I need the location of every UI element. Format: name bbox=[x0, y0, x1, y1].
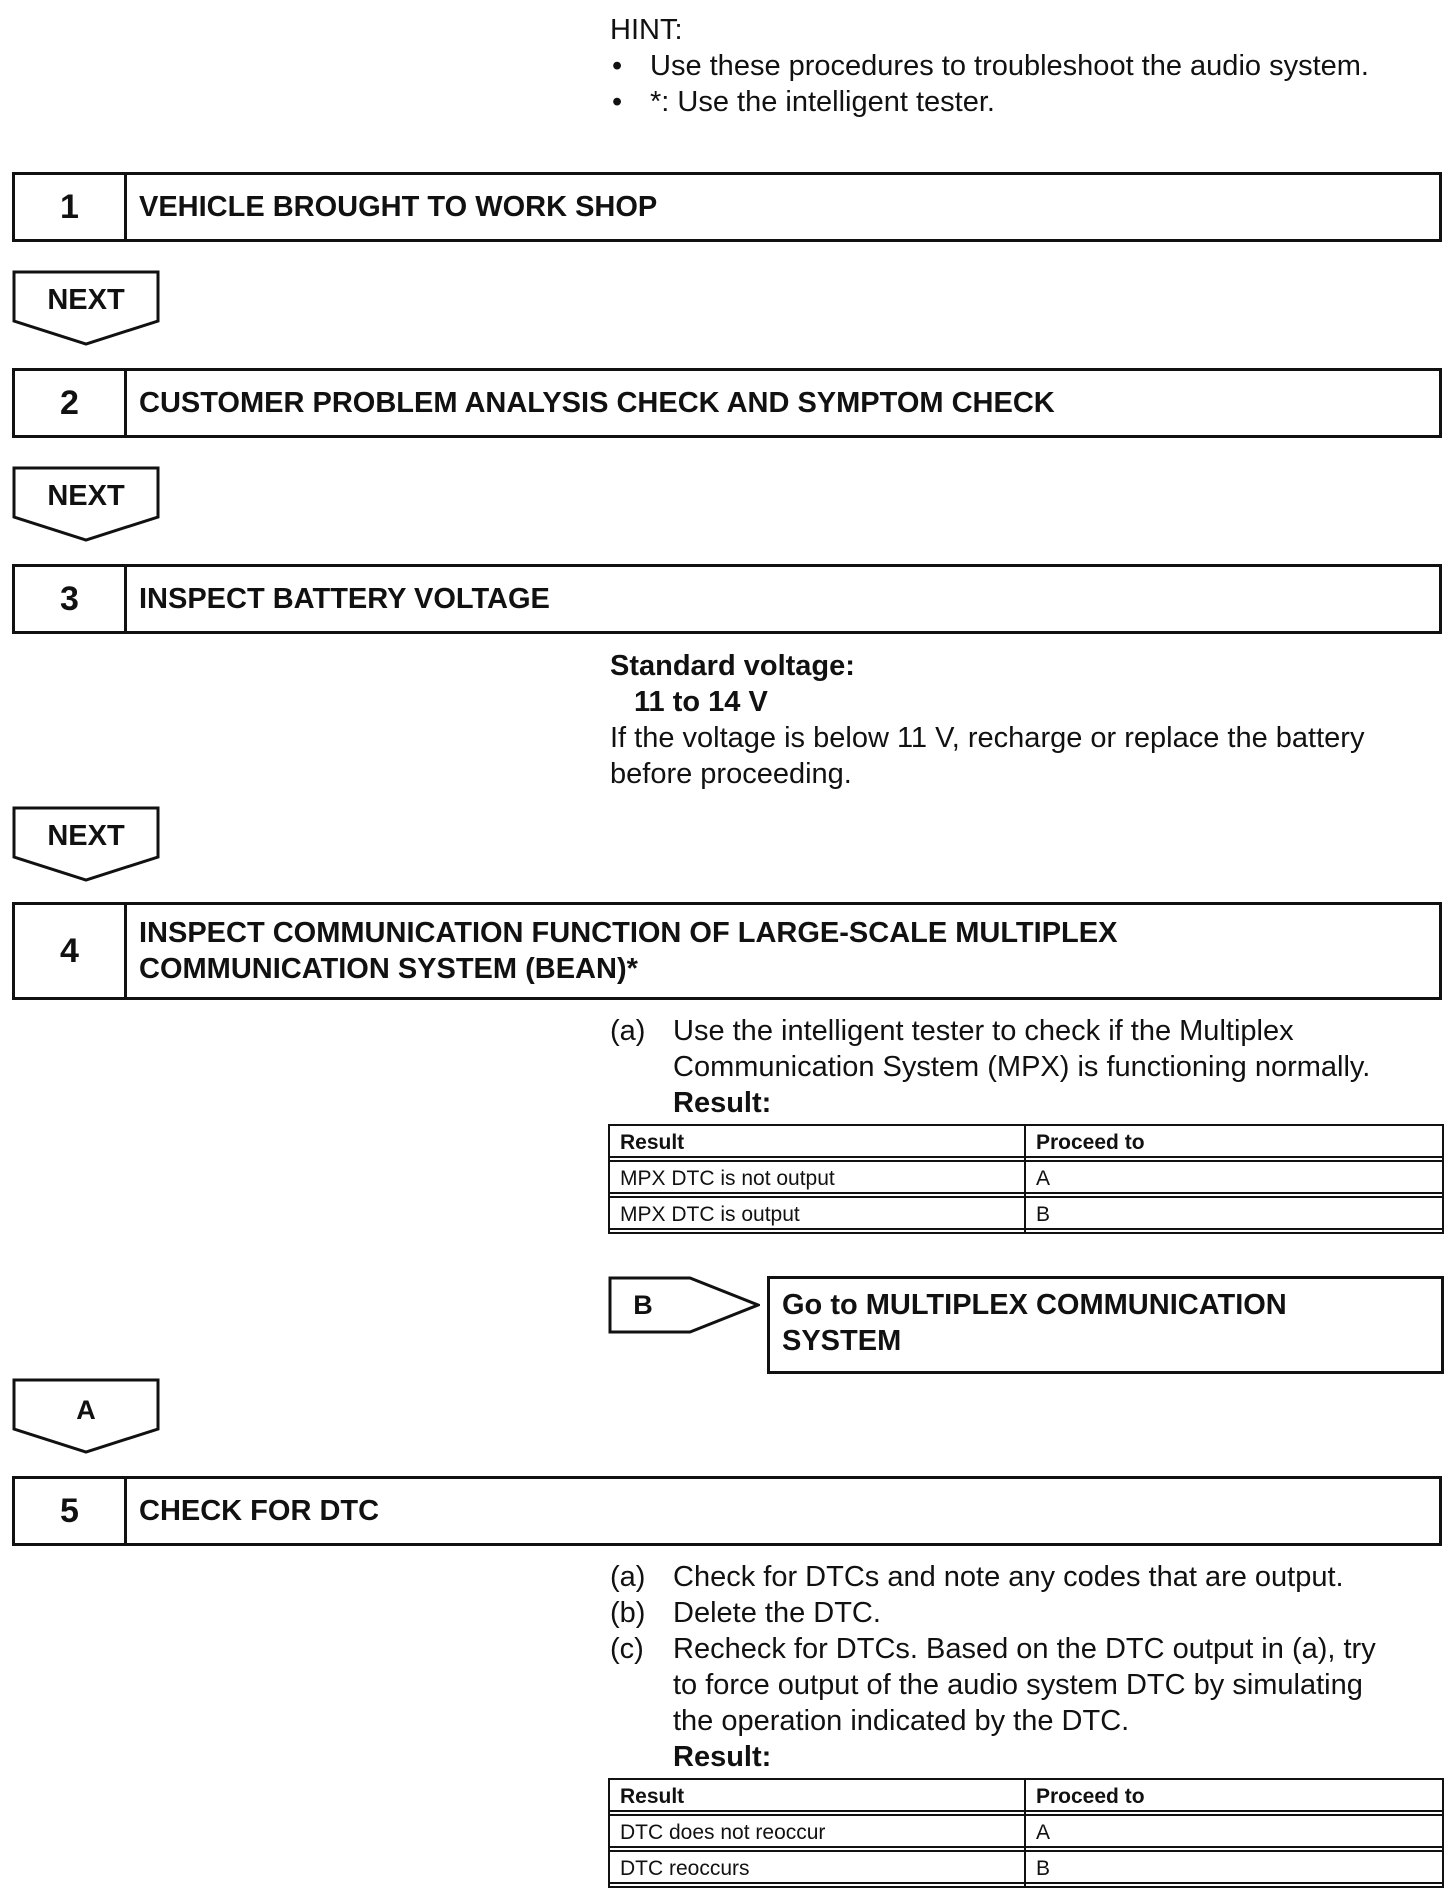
step-number: 5 bbox=[15, 1479, 127, 1543]
branch-a-label: A bbox=[76, 1395, 96, 1425]
column-header: Result bbox=[609, 1125, 1025, 1161]
table-cell: MPX DTC is output bbox=[609, 1197, 1025, 1233]
result-table bbox=[608, 1778, 1444, 1888]
step-5-header bbox=[12, 1476, 1442, 1546]
table-header-row bbox=[609, 1125, 1443, 1161]
table-row bbox=[609, 1815, 1443, 1851]
step-title: VEHICLE BROUGHT TO WORK SHOP bbox=[139, 191, 658, 223]
column-header: Proceed to bbox=[1025, 1125, 1443, 1161]
step-number: 2 bbox=[15, 371, 127, 435]
step-4-header bbox=[12, 902, 1442, 1000]
table-cell: A bbox=[1025, 1815, 1443, 1851]
step-title: CUSTOMER PROBLEM ANALYSIS CHECK AND SYMPTOM CHECK bbox=[139, 387, 1055, 419]
standard-voltage-value: 11 to 14 V bbox=[634, 686, 768, 718]
voltage-note: before proceeding. bbox=[610, 758, 852, 790]
column-header: Result bbox=[609, 1779, 1025, 1815]
table-cell: DTC reoccurs bbox=[609, 1851, 1025, 1887]
step-number: 1 bbox=[15, 175, 127, 239]
table-header-row bbox=[609, 1779, 1443, 1815]
item-text: Communication System (MPX) is functioning normally. bbox=[673, 1051, 1371, 1083]
next-label: NEXT bbox=[47, 284, 125, 316]
step-title bbox=[127, 905, 1439, 997]
step-3-header bbox=[12, 564, 1442, 634]
goto-text: SYSTEM bbox=[782, 1325, 902, 1357]
table-cell: MPX DTC is not output bbox=[609, 1161, 1025, 1197]
table-cell: B bbox=[1025, 1197, 1443, 1233]
goto-text: Go to MULTIPLEX COMMUNICATION bbox=[782, 1289, 1287, 1321]
standard-voltage-label: Standard voltage: bbox=[610, 650, 855, 682]
item-marker: (b) bbox=[610, 1597, 646, 1629]
item-marker: (a) bbox=[610, 1561, 646, 1593]
hint-title: HINT: bbox=[610, 14, 683, 46]
table-row bbox=[609, 1161, 1443, 1197]
result-table bbox=[608, 1124, 1444, 1234]
item-marker: (c) bbox=[610, 1633, 644, 1665]
next-label: NEXT bbox=[47, 820, 125, 852]
hint-item: Use these procedures to troubleshoot the audio system. bbox=[650, 50, 1369, 82]
result-label: Result: bbox=[673, 1087, 772, 1119]
hint-bullet: • bbox=[612, 50, 623, 82]
item-text: Recheck for DTCs. Based on the DTC output in (a), try bbox=[673, 1633, 1376, 1665]
next-label: NEXT bbox=[47, 480, 125, 512]
step-2-header bbox=[12, 368, 1442, 438]
table-row bbox=[609, 1197, 1443, 1233]
table-cell: DTC does not reoccur bbox=[609, 1815, 1025, 1851]
step-1-header bbox=[12, 172, 1442, 242]
table-row bbox=[609, 1851, 1443, 1887]
step-number: 4 bbox=[15, 905, 127, 997]
table-cell: B bbox=[1025, 1851, 1443, 1887]
column-header: Proceed to bbox=[1025, 1779, 1443, 1815]
item-text: Use the intelligent tester to check if the Multiplex bbox=[673, 1015, 1294, 1047]
step-number: 3 bbox=[15, 567, 127, 631]
item-text: Check for DTCs and note any codes that are output. bbox=[673, 1561, 1344, 1593]
step-title-line: COMMUNICATION SYSTEM (BEAN)* bbox=[139, 953, 638, 985]
result-label: Result: bbox=[673, 1741, 772, 1773]
step-title: INSPECT BATTERY VOLTAGE bbox=[139, 583, 550, 615]
step-title: CHECK FOR DTC bbox=[139, 1495, 380, 1527]
hint-item: *: Use the intelligent tester. bbox=[650, 86, 995, 118]
item-text: to force output of the audio system DTC by simulating bbox=[673, 1669, 1363, 1701]
branch-b-label: B bbox=[633, 1290, 653, 1320]
item-text: Delete the DTC. bbox=[673, 1597, 881, 1629]
hint-bullet: • bbox=[612, 86, 623, 118]
step-title-line: INSPECT COMMUNICATION FUNCTION OF LARGE-SCALE MULTIPLEX bbox=[139, 917, 1118, 949]
table-cell: A bbox=[1025, 1161, 1443, 1197]
goto-box bbox=[767, 1276, 1444, 1374]
voltage-note: If the voltage is below 11 V, recharge or replace the battery bbox=[610, 722, 1365, 754]
item-text: the operation indicated by the DTC. bbox=[673, 1705, 1130, 1737]
item-marker: (a) bbox=[610, 1015, 646, 1047]
